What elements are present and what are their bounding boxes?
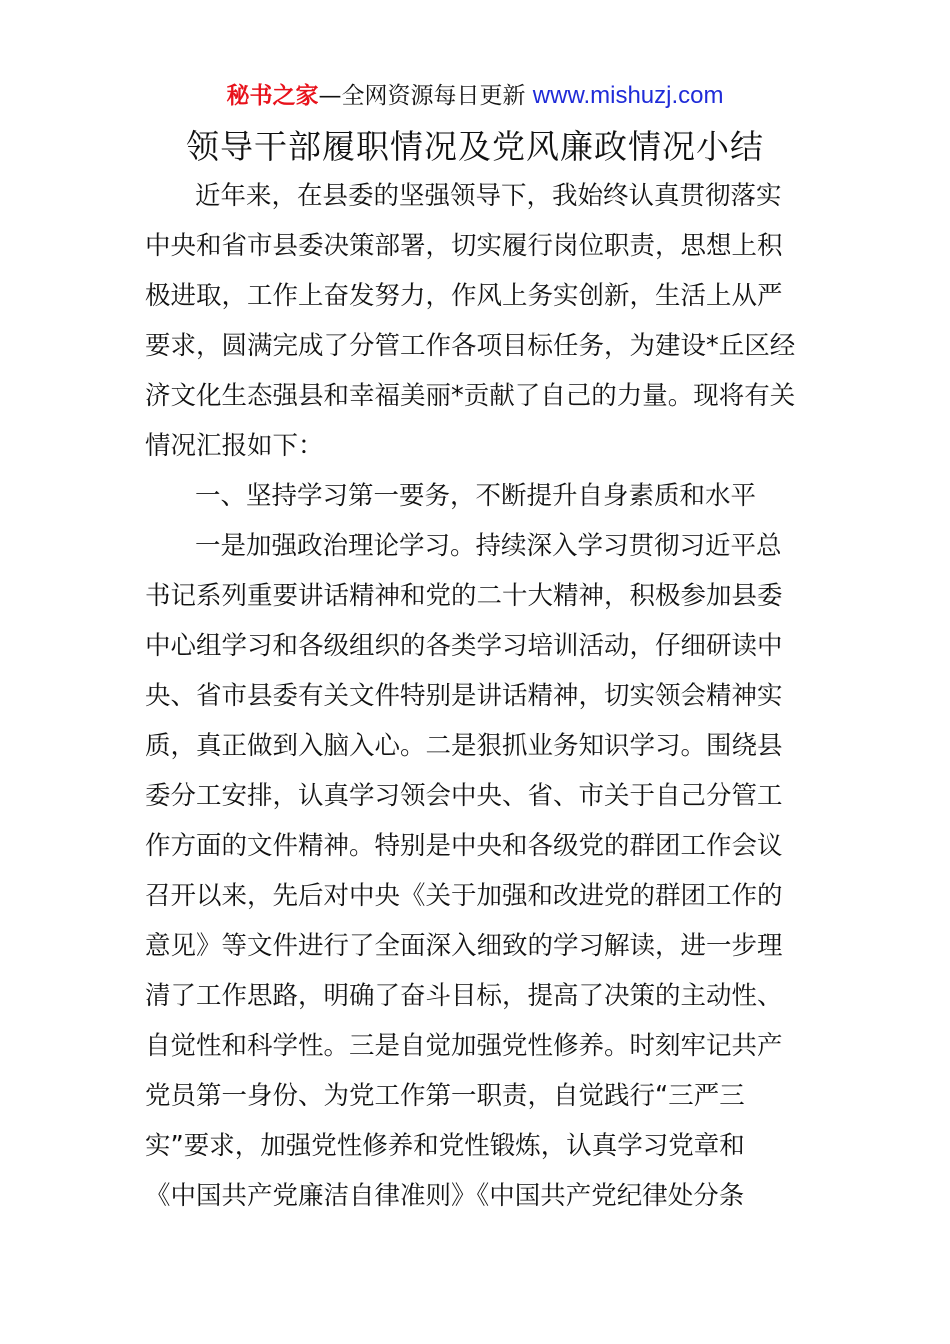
- paragraph-line: 自觉性和科学性。三是自觉加强党性修养。时刻牢记共产: [145, 1031, 783, 1061]
- paragraph-line: 作方面的文件精神。特别是中央和各级党的群团工作会议: [145, 831, 783, 861]
- paragraph-line: 中心组学习和各级组织的各类学习培训活动，仔细研读中: [145, 631, 783, 661]
- paragraph-line: 要求，圆满完成了分管工作各项目标任务，为建设*丘区经: [145, 331, 796, 361]
- paragraph-line: 济文化生态强县和幸福美丽*贡献了自己的力量。现将有关: [145, 381, 796, 411]
- paragraph-line: 极进取，工作上奋发努力，作风上务实创新，生活上从严: [145, 281, 783, 311]
- paragraph-line: 情况汇报如下：: [145, 431, 324, 461]
- paragraph-line: 党员第一身份、为党工作第一职责，自觉践行“三严三: [145, 1081, 745, 1111]
- brand-name: 秘书之家: [226, 83, 319, 109]
- paragraph-line: 近年来，在县委的坚强领导下，我始终认真贯彻落实: [195, 181, 782, 211]
- paragraph-line: 中央和省市县委决策部署，切实履行岗位职责，思想上积: [145, 231, 783, 261]
- paragraph-line: 一是加强政治理论学习。持续深入学习贯彻习近平总: [195, 531, 782, 561]
- section-heading: 一、坚持学习第一要务，不断提升自身素质和水平: [195, 481, 757, 511]
- paragraph-line: 书记系列重要讲话精神和党的二十大精神，积极参加县委: [145, 581, 783, 611]
- paragraph-line: 委分工安排，认真学习领会中央、省、市关于自己分管工: [145, 781, 783, 811]
- paragraph-line: 清了工作思路，明确了奋斗目标，提高了决策的主动性、: [145, 981, 783, 1011]
- paragraph-line: 质，真正做到入脑入心。二是狠抓业务知识学习。围绕县: [145, 731, 783, 761]
- paragraph-line: 实”要求，加强党性修养和党性锻炼，认真学习党章和: [145, 1131, 745, 1161]
- paragraph-line: 意见》等文件进行了全面深入细致的学习解读，进一步理: [145, 931, 783, 961]
- site-header: [0, 80, 950, 112]
- document-title: 领导干部履职情况及党风廉政情况小结: [186, 127, 764, 166]
- site-url-link[interactable]: www.mishuzj.com: [532, 82, 724, 109]
- header-tagline: —全网资源每日更新: [318, 83, 533, 109]
- paragraph-line: 《中国共产党廉洁自律准则》《中国共产党纪律处分条: [145, 1181, 745, 1211]
- paragraph-line: 央、省市县委有关文件特别是讲话精神，切实领会精神实: [145, 681, 783, 711]
- paragraph-line: 召开以来，先后对中央《关于加强和改进党的群团工作的: [145, 881, 783, 911]
